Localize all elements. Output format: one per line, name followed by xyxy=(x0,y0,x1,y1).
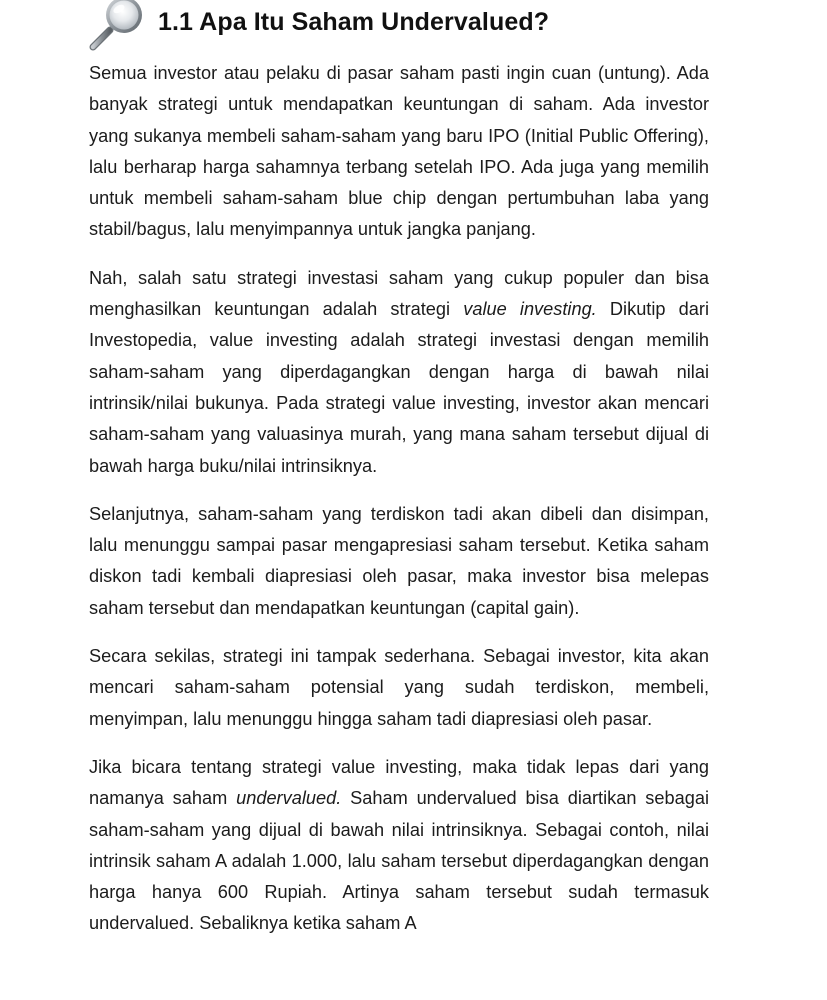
magnifier-icon xyxy=(86,0,148,52)
section-heading xyxy=(86,0,549,52)
paragraph-text: Semua investor atau pelaku di pasar saham pasti ingin cuan (untung). Ada banyak strategi untuk mendapatkan keuntungan di saham. Ada investor yang sukanya membeli saham-saham yang baru IPO (Initial Public Offering), lalu berharap harga sahamnya terbang setelah IPO. Ada juga yang memilih untuk membeli saham-saham blue chip dengan pertumbuhan laba yang stabil/bagus, lalu menyimpannya untuk jangka panjang. xyxy=(89,63,709,240)
paragraph-text: Secara sekilas, strategi ini tampak sederhana. Sebagai investor, kita akan mencari saham-saham potensial yang sudah terdiskon, membeli, menyimpan, lalu menunggu hingga saham tadi diapresiasi oleh pasar. xyxy=(89,646,709,729)
paragraph xyxy=(89,752,709,940)
paragraph xyxy=(89,499,709,624)
emphasis-term: undervalued. xyxy=(236,788,342,809)
paragraph-text: Selanjutnya, saham-saham yang terdiskon tadi akan dibeli dan disimpan, lalu menunggu sampai pasar mengapresiasi saham tersebut. Ketika saham diskon tadi kembali diapresiasi oleh pasar, maka investor bisa melepas saham tersebut dan mendapatkan keuntungan (capital gain). xyxy=(89,503,709,618)
paragraph xyxy=(89,263,709,482)
paragraph xyxy=(89,58,709,246)
body-text xyxy=(89,58,709,957)
emphasis-term: value investing. xyxy=(463,299,597,320)
paragraph-text: Saham undervalued bisa diartikan sebagai saham-saham yang dijual di bawah nilai intrinsiknya. Sebagai contoh, nilai intrinsik saham A adalah 1.000, lalu saham tersebut diperdagangkan dengan harga hanya 600 Rupiah. Artinya saham tersebut sudah termasuk undervalued. Sebaliknya ketika saham A xyxy=(89,788,710,934)
paragraph-text: Dikutip dari Investopedia, value investing adalah strategi investasi dengan memilih saham-saham yang diperdagangkan dengan harga di bawah nilai intrinsik/nilai bukunya. Pada strategi value investing, investor akan mencari saham-saham yang valuasinya murah, yang mana saham tersebut dijual di bawah harga buku/nilai intrinsiknya. xyxy=(89,299,710,476)
paragraph-text: Jika bicara tentang strategi value investing, maka tidak lepas dari yang namanya saham xyxy=(89,756,709,809)
section-title: 1.1 Apa Itu Saham Undervalued? xyxy=(158,7,550,36)
paragraph xyxy=(89,641,709,735)
paragraph-text: Nah, salah satu strategi investasi saham yang cukup populer dan bisa menghasilkan keuntungan adalah strategi xyxy=(89,267,709,320)
